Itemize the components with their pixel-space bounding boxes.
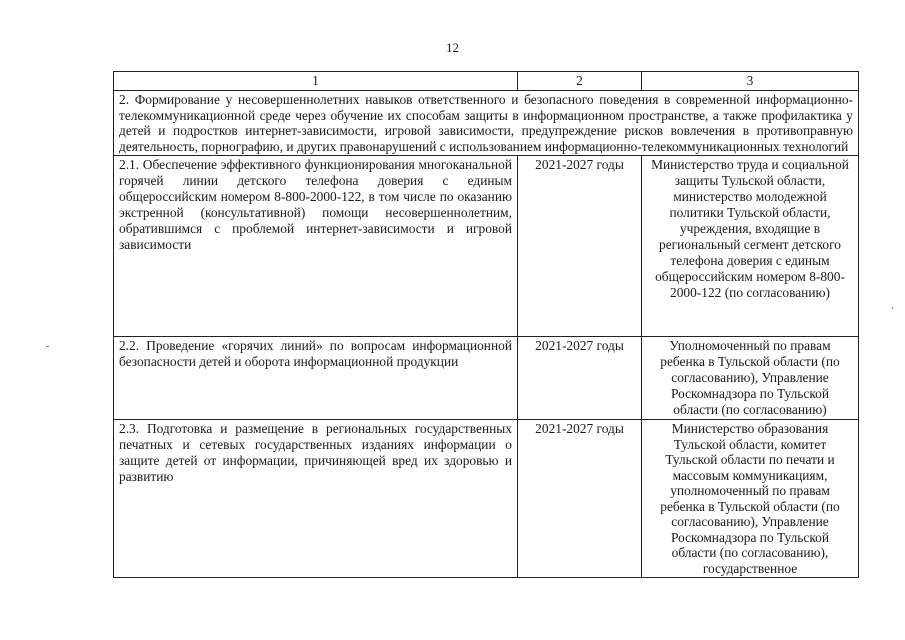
table-header-row [114,72,859,91]
measure-description: 2.3. Подготовка и размещение в региональных государственных печатных и сетевых государственных изданиях информации о защите детей от информации, причиняющей вред их здоровью и развитию [114,420,518,578]
measure-period: 2021-2027 годы [518,337,642,420]
measure-period: 2021-2027 годы [518,420,642,578]
stray-mark-right: , [891,300,894,311]
section-row [114,91,859,156]
table-row [114,156,859,337]
column-header-1: 1 [114,72,518,91]
measure-responsible: Министерство образования Тульской области, комитет Тульской области по печати и массовым коммуникациям, уполномоченный по правам ребенка в Тульской области (по согласованию), Управление Роскомнадзора по Тульской области (по согласованию), государственное [642,420,859,578]
column-header-2: 2 [518,72,642,91]
column-header-3: 3 [642,72,859,91]
table-row [114,337,859,420]
section-title: 2. Формирование у несовершеннолетних навыков ответственного и безопасного поведения в современной информационно-телекоммуникационной среде через обучение их способам защиты в информационном пространстве, а также профилактика у детей и подростков интернет-зависимости, игровой зависимости, предупреждение рисков вовлечения в противоправную деятельность, порнографию, и других правонарушений с использованием информационно-телекоммуникационных технологий [114,91,859,156]
measure-period: 2021-2027 годы [518,156,642,337]
measure-description: 2.2. Проведение «горячих линий» по вопросам информационной безопасности детей и оборота информационной продукции [114,337,518,420]
stray-mark-left: - [46,341,50,352]
table-row [114,420,859,578]
plan-table [113,71,859,578]
measure-responsible: Уполномоченный по правам ребенка в Тульской области (по согласованию), Управление Роскомнадзора по Тульской области (по согласованию) [642,337,859,420]
page-number: 12 [446,40,459,55]
measure-description: 2.1. Обеспечение эффективного функционирования многоканальной горячей линии детского телефона доверия с единым общероссийским номером 8-800-2000-122, в том числе по оказанию экстренной (консультативной) помощи несовершеннолетним, обратившимся с проблемой интернет-зависимости и игровой зависимости [114,156,518,337]
measure-responsible: Министерство труда и социальной защиты Тульской области, министерство молодежной политики Тульской области, учреждения, входящие в региональный сегмент детского телефона доверия с единым общероссийским номером 8-800-2000-122 (по согласованию) [642,156,859,337]
